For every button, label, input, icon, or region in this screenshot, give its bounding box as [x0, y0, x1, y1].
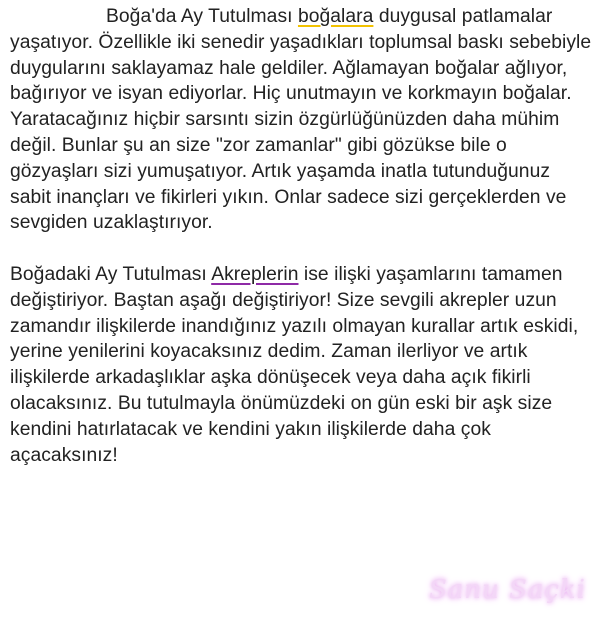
paragraph-2-text: ise ilişki yaşamlarını tamamen değiştiriyor. Baştan aşağı değiştiriyor! Size sevgili akrepler uzun zamandır ilişkilerde inandığınız yazılı olmayan kurallar artık eskidi, yerine yenilerini koyacaksınız dedim. Zaman ilerliyor ve artık ilişkilerde arkadaşlıklar aşka dönüşecek veya daha açık fikirli olacaksınız. Bu tutulmayla önümüzdeki on gün eski bir aşk size kendini hatırlatacak ve kendini yakın ilişkilerde daha çok açacaksınız! — [10, 263, 579, 466]
watermark-signature: Sanu Saçki — [428, 575, 586, 605]
highlighted-word-bogalara: boğalara — [297, 6, 374, 27]
paragraph-1-lead: Boğa'da Ay Tutulması — [106, 6, 298, 27]
document-body — [10, 4, 592, 468]
paragraph-boga-eclipse — [10, 4, 592, 236]
paragraph-akrep-eclipse — [10, 262, 592, 468]
paragraph-2-lead: Boğadaki Ay Tutulması — [10, 263, 212, 285]
paragraph-1-text: duygusal patlamalar yaşatıyor. Özellikle iki senedir yaşadıkları toplumsal baskı sebebiyle duygularını saklayamaz hale geldiler. Ağlamayan boğalar ağlıyor, bağırıyor ve isyan ediyorlar. Hiç unutmayın ve korkmayın boğalar. Yaratacağınız hiçbir sarsıntı sizin özgürlüğünüzden daha mühim değil. Bunlar şu an size "zor zamanlar" gibi gözükse bile o gözyaşları sizi yumuşatıyor. Artık yaşamda inatla tutunduğunuz sabit inançları ve fikirleri yıkın. Onlar sadece sizi gerçeklerden ve sevgiden uzaklaştırıyor. — [10, 6, 592, 234]
highlighted-word-akreplerin: Akreplerin — [211, 263, 299, 285]
